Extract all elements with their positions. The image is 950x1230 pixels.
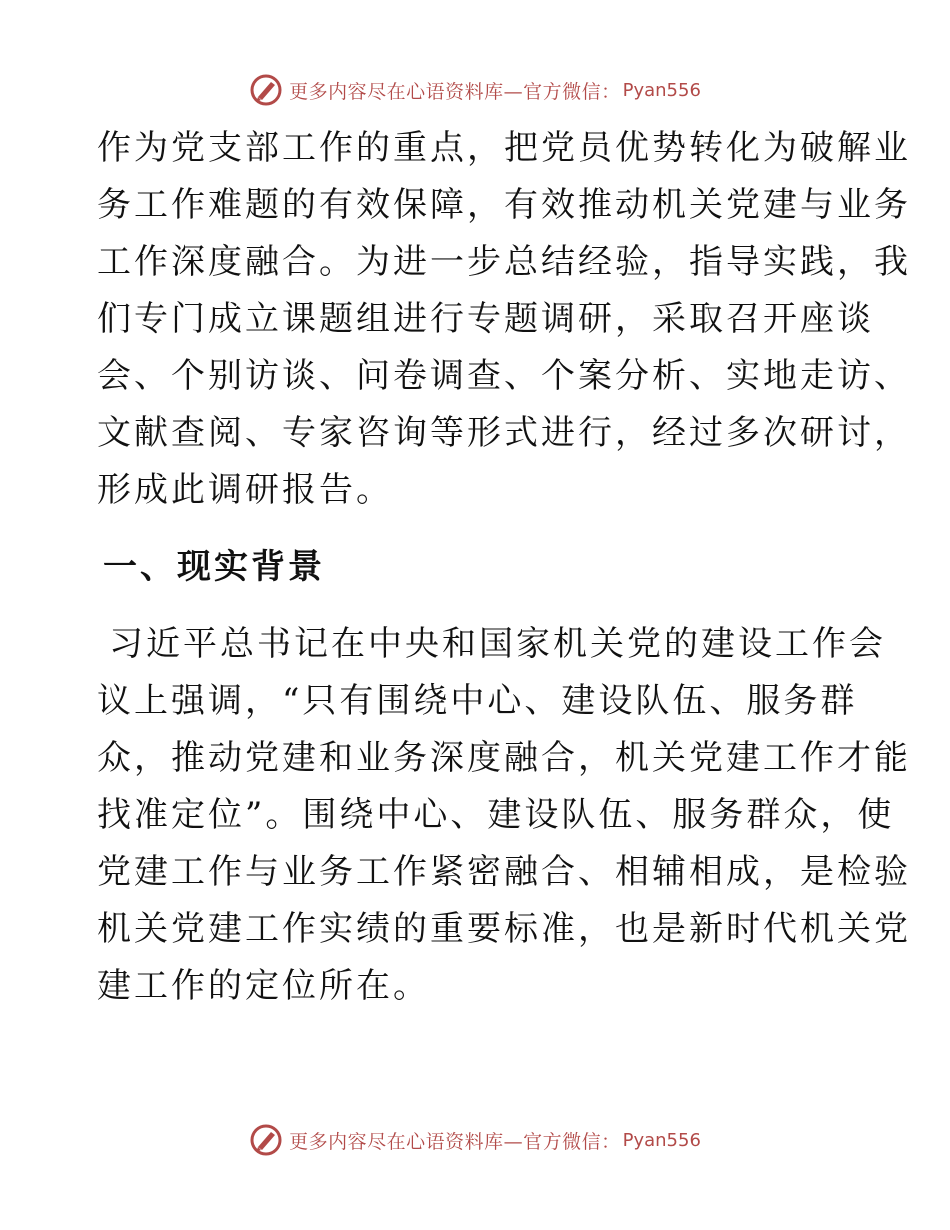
watermark-text: 更多内容尽在心语资料库—官方微信： [289,1130,621,1153]
text-line: 们专门成立课题组进行专题调研，采取召开座谈 [97,299,874,339]
text-line: 党建工作与业务工作紧密融合、相辅相成，是检验 [97,852,911,892]
text-line: 议上强调，“只有围绕中心、建设队伍、服务群 [97,681,858,721]
text-line: 务工作难题的有效保障，有效推动机关党建与业务 [97,185,911,225]
document-body [97,120,911,1015]
text-line: 形成此调研报告。 [97,470,393,510]
watermark-wechat-id: Pyan556 [622,1129,701,1151]
paragraph-intro [97,120,911,519]
text-line: 众，推动党建和业务深度融合，机关党建工作才能 [97,738,911,778]
footer-watermark [0,1120,950,1160]
text-line: 会、个别访谈、问卷调查、个案分析、实地走访、 [97,356,911,396]
header-watermark [0,70,950,110]
text-line: 工作深度融合。为进一步总结经验，指导实践，我 [97,242,911,282]
pen-logo-icon [249,1123,283,1157]
watermark-wechat-id: Pyan556 [622,79,701,101]
text-line: 机关党建工作实绩的重要标准，也是新时代机关党 [97,909,911,949]
watermark-text: 更多内容尽在心语资料库—官方微信： [289,80,621,103]
section-heading: 一、现实背景 [103,547,325,587]
text-line: 习近平总书记在中央和国家机关党的建设工作会 [109,624,886,664]
text-line: 作为党支部工作的重点，把党员优势转化为破解业 [97,128,911,168]
text-line: 找准定位”。围绕中心、建设队伍、服务群众，使 [97,795,895,835]
pen-logo-icon [249,73,283,107]
paragraph-background [97,616,911,1015]
text-line: 文献查阅、专家咨询等形式进行，经过多次研讨， [97,413,911,453]
text-line: 建工作的定位所在。 [97,966,430,1006]
